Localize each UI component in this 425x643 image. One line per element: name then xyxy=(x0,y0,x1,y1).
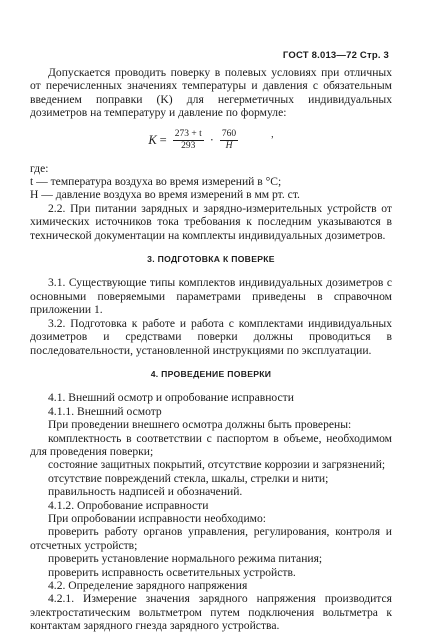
paragraph-2-2: 2.2. При питании зарядных и зарядно-измерительных устройств от химических источников тока требования к последним указываются в технической документации на комплекты индивидуальных дозиметров. xyxy=(30,201,392,242)
line-coatings: состояние защитных покрытий, отсутствие коррозии и загрязнений; xyxy=(48,458,386,472)
formula-fraction-temperature xyxy=(173,129,204,152)
line-completeness: комплектность в соответствии с паспортом в объеме, необходимом для проведения поверки; xyxy=(30,431,392,458)
line-4-2-1: 4.2.1. Измерение значения зарядного напряжения производится электростатическим вольтметром путем подключения вольтметра к контактам зарядного гнезда зарядного устройства. xyxy=(30,592,392,633)
correction-formula xyxy=(30,124,392,158)
line-4-1-2: 4.1.2. Опробование исправности xyxy=(48,498,209,512)
definition-t: t — температура воздуха во время измерений в °С; xyxy=(30,175,282,189)
fraction-denominator: 293 xyxy=(181,141,196,152)
intro-paragraph: Допускается проводить поверку в полевых условиях при отличных от перечисленных значениях температуры и давления с обязательным введением поправки (K) для негерметичных индивидуальных дозиметров на температуру и давление по формуле: xyxy=(30,66,392,120)
formula-lhs: K xyxy=(148,132,157,147)
fraction-denominator: H xyxy=(225,141,233,152)
line-labels: правильность надписей и обозначений. xyxy=(48,485,243,499)
section-3-title: 3. ПОДГОТОВКА К ПОВЕРКЕ xyxy=(147,254,275,265)
formula-comma: , xyxy=(271,128,274,140)
line-power-mode: проверить установление нормального режима питания; xyxy=(48,552,323,566)
page-header: ГОСТ 8.013—72 Стр. 3 xyxy=(282,50,389,61)
line-damage: отсутствие повреждений стекла, шкалы, стрелки и нити; xyxy=(48,471,329,485)
line-inspection-intro: При проведении внешнего осмотра должны быть проверены: xyxy=(48,418,352,432)
section-4-title: 4. ПРОВЕДЕНИЕ ПОВЕРКИ xyxy=(150,368,272,379)
definition-h: H — давление воздуха во время измерений в мм рт. ст. xyxy=(30,188,300,202)
paragraph-3-1: 3.1. Существующие типы комплектов индивидуальных дозиметров с основными поверяемыми параметрами приведены в справочном приложении 1. xyxy=(30,276,392,317)
line-lighting: проверить исправность осветительных устройств. xyxy=(48,565,296,579)
line-4-1-1: 4.1.1. Внешний осмотр xyxy=(48,404,162,418)
fraction-numerator: 273 + t xyxy=(174,129,202,140)
fraction-numerator: 760 xyxy=(221,129,237,140)
line-4-1: 4.1. Внешний осмотр и опробование исправности xyxy=(48,391,294,405)
line-4-2: 4.2. Определение зарядного напряжения xyxy=(48,579,248,592)
formula-dot: · xyxy=(209,132,214,147)
formula-equals: = xyxy=(159,132,167,147)
line-testing-intro: При опробовании исправности необходимо: xyxy=(48,511,266,525)
document-body xyxy=(30,66,392,633)
line-controls: проверить работу органов управления, регулирования, контроля и отсчетных устройств; xyxy=(30,525,392,552)
paragraph-3-2: 3.2. Подготовка к работе и работа с комплектами индивидуальных дозиметров и средствами поверки должны проводиться в последовательности, установленной инструкциями по эксплуатации. xyxy=(30,316,392,357)
where-label: где: xyxy=(30,161,49,175)
formula-fraction-pressure xyxy=(220,129,238,152)
